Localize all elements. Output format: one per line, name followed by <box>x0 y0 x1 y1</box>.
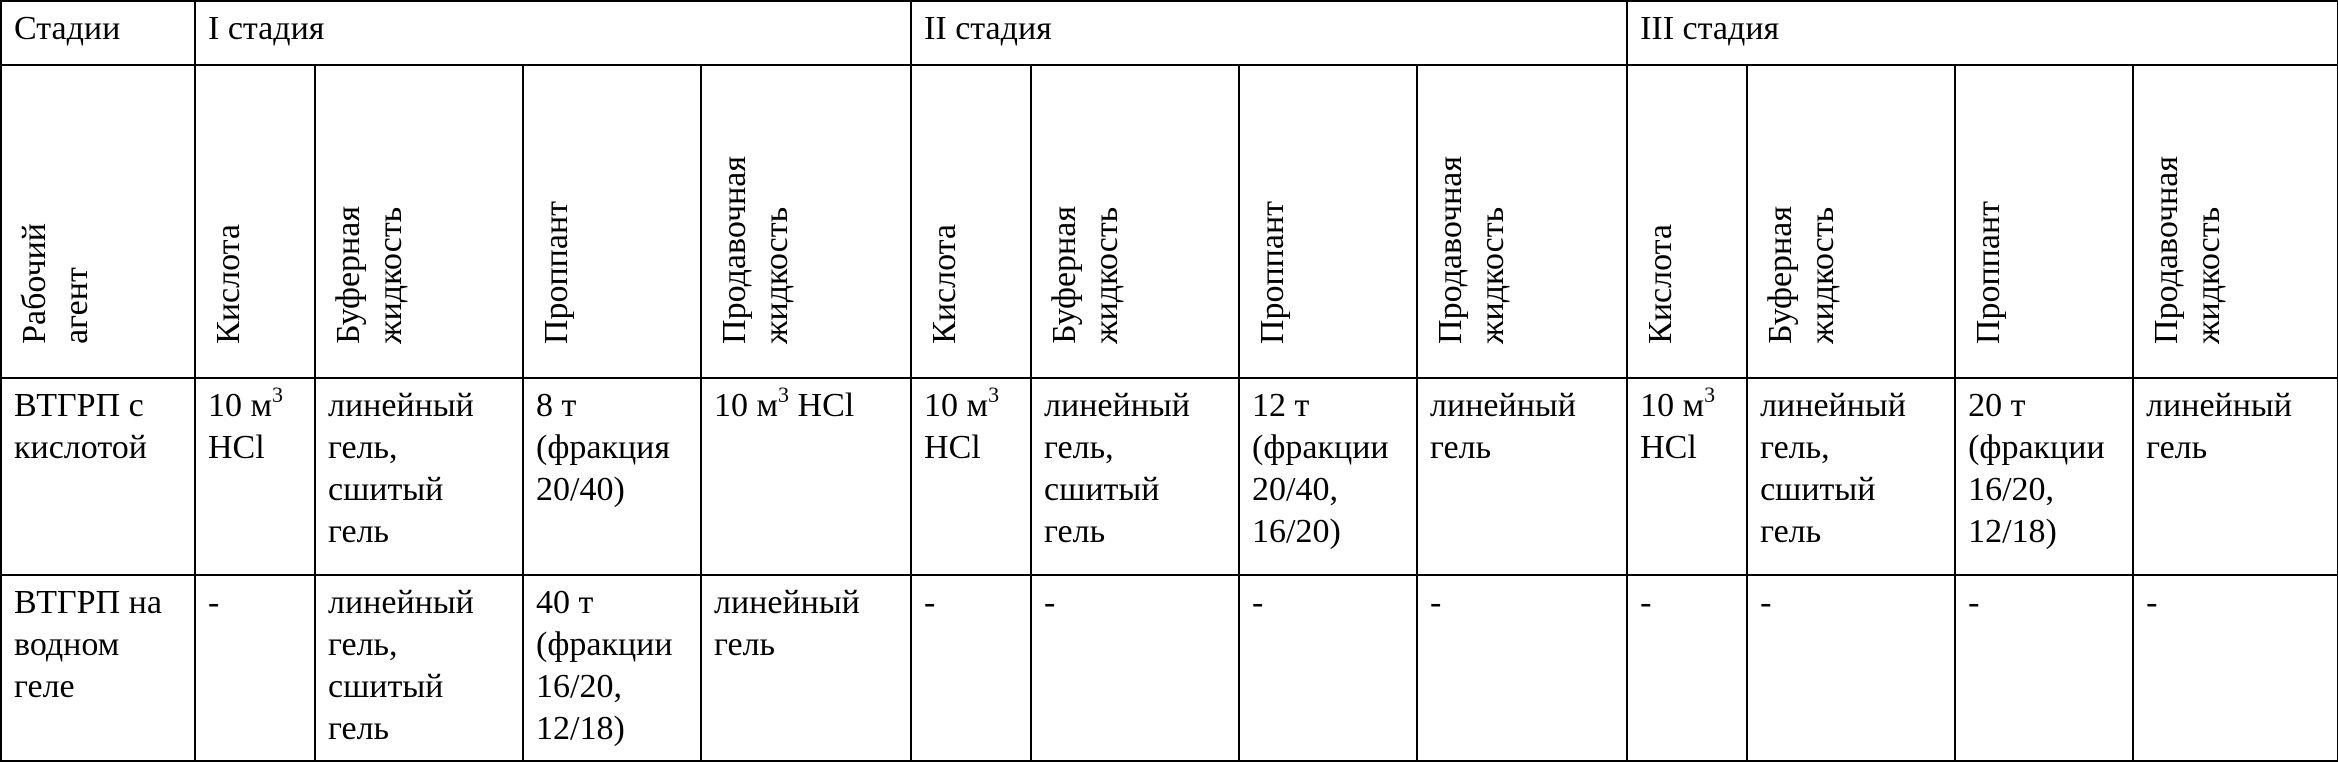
agent-cell <box>1747 65 1955 378</box>
cell-text-part: 20 т (фракции 16/20, 12/18) <box>1968 387 2105 550</box>
table-cell <box>195 575 315 761</box>
cell-text-part: 12 т (фракции 20/40, 16/20) <box>1252 387 1389 550</box>
agent-label: Проппант <box>538 200 575 344</box>
table-cell <box>2133 575 2338 761</box>
agent-cell <box>1627 65 1747 378</box>
agent-header-cell <box>1 65 195 378</box>
agent-label: Продавочная жидкость <box>716 156 795 344</box>
cell-value <box>1044 387 1190 550</box>
cell-text-part: - <box>1430 584 1442 621</box>
table-cell <box>1239 378 1417 575</box>
cell-value <box>1252 584 1263 621</box>
table-cell <box>911 378 1031 575</box>
cell-text-part: HCl <box>924 429 981 466</box>
cell-value <box>536 584 673 747</box>
cell-value <box>1968 387 2105 550</box>
stages-header-cell <box>1 1 195 65</box>
table-cell <box>1955 378 2133 575</box>
unit-exponent: 3 <box>778 382 790 407</box>
cell-text-part: линейный гель, сшитый гель <box>328 584 474 747</box>
cell-value <box>1968 584 1979 621</box>
table-cell <box>315 575 523 761</box>
table-cell <box>701 575 911 761</box>
cell-value <box>208 584 219 621</box>
table-cell <box>1627 378 1747 575</box>
table-row <box>1 378 2338 575</box>
row-label: ВТГРП на водном геле <box>14 584 162 705</box>
cell-value <box>1640 382 1716 466</box>
table-cell <box>195 378 315 575</box>
cell-value <box>208 382 284 466</box>
table-cell <box>1239 575 1417 761</box>
agent-cell <box>911 65 1031 378</box>
cell-value <box>328 584 474 747</box>
agent-cell <box>195 65 315 378</box>
agent-cell <box>1955 65 2133 378</box>
agents-header-row <box>1 65 2338 378</box>
stage-1-header <box>195 1 911 65</box>
agent-label: Проппант <box>1970 200 2008 344</box>
cell-value <box>1640 584 1651 621</box>
cell-text-part: - <box>1968 584 1980 621</box>
agent-label: Буферная жидкость <box>330 206 409 344</box>
table-cell <box>1417 378 1627 575</box>
cell-text-part: - <box>208 584 220 621</box>
cell-text-part: HCl <box>208 429 265 466</box>
cell-value <box>1252 387 1389 550</box>
cell-value <box>536 387 670 508</box>
stage-2-header <box>911 1 1627 65</box>
agent-label: Кислота <box>926 224 964 344</box>
agent-header-label: Рабочий агент <box>16 223 95 344</box>
agent-cell <box>315 65 523 378</box>
cell-value <box>1760 584 1771 621</box>
agent-label: Буферная жидкость <box>1046 206 1126 344</box>
cell-value <box>1430 387 1576 466</box>
cell-text-part: линейный гель, сшитый гель <box>328 387 474 550</box>
cell-text-part: - <box>1760 584 1772 621</box>
table-cell <box>1417 575 1627 761</box>
agent-label: Продавочная жидкость <box>1432 156 1512 344</box>
unit-exponent: 3 <box>988 382 1000 407</box>
agent-cell <box>1239 65 1417 378</box>
cell-text-part: - <box>1044 584 1056 621</box>
row-label: ВТГРП с кислотой <box>14 387 147 466</box>
stages-header-label: Стадии <box>14 10 121 47</box>
cell-text-part: 8 т (фракция 20/40) <box>536 387 670 508</box>
cell-value <box>924 382 1000 466</box>
cell-value <box>714 584 860 663</box>
agent-cell <box>1031 65 1239 378</box>
cell-value <box>2146 387 2292 466</box>
agent-label: Кислота <box>210 224 247 344</box>
cell-value <box>924 584 935 621</box>
stage-3-header <box>1627 1 2338 65</box>
row-label-cell <box>1 575 195 761</box>
row-label-cell <box>1 378 195 575</box>
cell-text-part: 10 м <box>714 387 779 424</box>
agent-label: Продавочная жидкость <box>2148 156 2228 344</box>
table-cell <box>1627 575 1747 761</box>
cell-value <box>714 382 855 424</box>
cell-text-part: 10 м <box>924 387 989 424</box>
cell-text-part: 10 м <box>1640 387 1705 424</box>
cell-text-part: HCl <box>1640 429 1697 466</box>
unit-exponent: 3 <box>272 382 284 407</box>
table-row <box>1 575 2338 761</box>
table-cell <box>1747 378 1955 575</box>
stage-3-label: III стадия <box>1640 10 1780 47</box>
agent-label: Проппант <box>1254 200 1292 344</box>
cell-text-part: - <box>924 584 936 621</box>
cell-value <box>1760 387 1906 550</box>
agent-cell <box>523 65 701 378</box>
agent-cell <box>1417 65 1627 378</box>
cell-text-part: линейный гель <box>2146 387 2292 466</box>
table-cell <box>911 575 1031 761</box>
agent-label: Кислота <box>1642 224 1680 344</box>
cell-value <box>1430 584 1441 621</box>
cell-text-part: 40 т (фракции 16/20, 12/18) <box>536 584 673 747</box>
stage-2-label: II стадия <box>924 10 1052 47</box>
cell-text-part: линейный гель, сшитый гель <box>1760 387 1906 550</box>
stages-header-row <box>1 1 2338 65</box>
cell-text-part: линейный гель, сшитый гель <box>1044 387 1190 550</box>
cell-value <box>328 387 474 550</box>
table-cell <box>1747 575 1955 761</box>
cell-value <box>2146 584 2157 621</box>
table-cell <box>701 378 911 575</box>
cell-text-part: - <box>2146 584 2158 621</box>
cell-text-part: линейный гель <box>1430 387 1576 466</box>
table-cell <box>1955 575 2133 761</box>
table-cell <box>523 575 701 761</box>
table-cell <box>523 378 701 575</box>
cell-text-part: линейный гель <box>714 584 860 663</box>
agent-cell <box>701 65 911 378</box>
cell-text-part: 10 м <box>208 387 273 424</box>
agent-cell <box>2133 65 2338 378</box>
unit-exponent: 3 <box>1704 382 1716 407</box>
cell-text-part: - <box>1640 584 1652 621</box>
cell-text-part: - <box>1252 584 1264 621</box>
agent-label: Буферная жидкость <box>1762 206 1842 344</box>
table-cell <box>2133 378 2338 575</box>
table-cell <box>1031 575 1239 761</box>
table-cell <box>1031 378 1239 575</box>
stage-1-label: I стадия <box>208 10 325 47</box>
cell-text-part: HCl <box>789 387 855 424</box>
cell-value <box>1044 584 1055 621</box>
table-cell <box>315 378 523 575</box>
